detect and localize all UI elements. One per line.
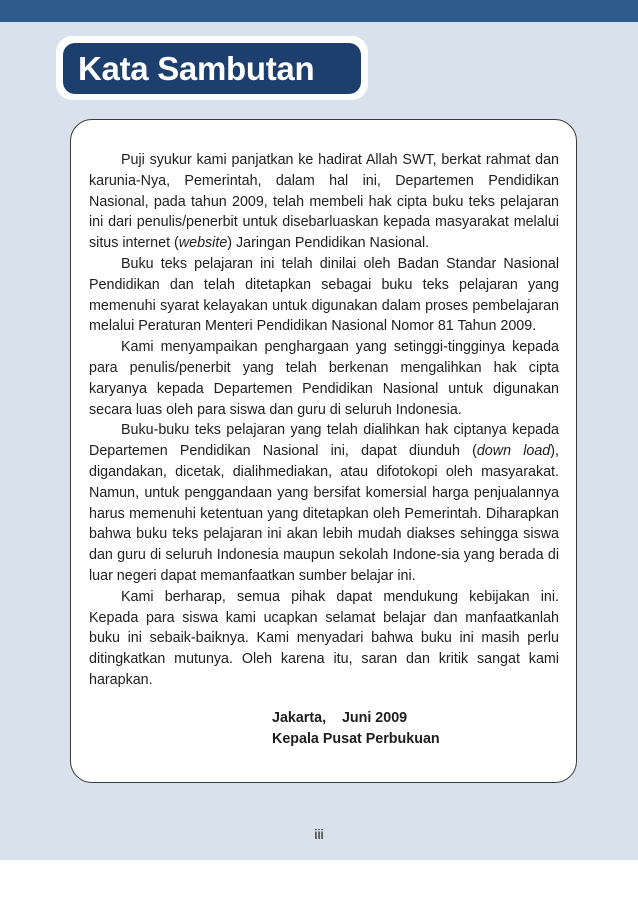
paragraph-4-text-start: Buku-buku teks pelajaran yang telah dialihkan hak ciptanya kepada Departemen Pendidikan Nasional ini, dapat diunduh ( (89, 422, 559, 460)
paragraph-4-text-end: ), digandakan, dicetak, dialihmediakan, atau difotokopi oleh masyarakat. Namun, untuk penggandaan yang bersifat komersial harga penjualannya harus memenuhi ketentuan yang ditetapkan oleh Pemerintah. Diharapkan bahwa buku teks pelajaran ini akan lebih mudah diakses sehingga siswa dan guru di seluruh Indonesia maupun sekolah Indone-sia yang berada di luar negeri dapat memanfaatkan sumber belajar ini. (89, 443, 559, 584)
paragraph-4 (89, 420, 559, 586)
title-box (63, 43, 361, 94)
page-title: Kata Sambutan (78, 49, 315, 87)
signature-block (272, 708, 440, 750)
foreword-box (70, 119, 577, 783)
paragraph-2: Buku teks pelajaran ini telah dinilai oleh Badan Standar Nasional Pendidikan dan telah ditetapkan sebagai buku teks pelajaran yang memenuhi syarat kelayakan untuk digunakan dalam proses pembelajaran melalui Peraturan Menteri Pendidikan Nasional Nomor 81 Tahun 2009. (89, 255, 559, 335)
header-band (0, 0, 638, 22)
paragraph-3: Kami menyampaikan penghargaan yang setinggi-tingginya kepada para penulis/penerbit yang telah berkenan mengalihkan hak cipta karyanya kepada Departemen Pendidikan Nasional untuk digunakan secara luas oleh para siswa dan guru di seluruh Indonesia. (89, 339, 559, 418)
paragraph-1-italic-term: website (178, 235, 228, 252)
paragraph-5: Kami berharap, semua pihak dapat mendukung kebijakan ini. Kepada para siswa kami ucapkan selamat belajar dan manfaatkanlah buku ini sebaik-baiknya. Kami menyadari bahwa buku ini masih perlu ditingkatkan mutunya. Oleh karena itu, saran dan kritik sangat kami harapkan. (89, 588, 559, 688)
paragraph-4-italic-term: down load (476, 443, 551, 460)
bottom-margin (0, 860, 638, 907)
signature-place-date: Jakarta, Juni 2009 (272, 710, 408, 726)
paragraph-1-text-end: ) Jaringan Pendidikan Nasional. (227, 235, 430, 252)
page-number: iii (314, 826, 324, 842)
signature-office: Kepala Pusat Perbukuan (272, 731, 440, 747)
paragraph-1-text-start: Puji syukur kami panjatkan ke hadirat Allah SWT, berkat rahmat dan karunia-Nya, Pemerintah, dalam hal ini, Departemen Pendidikan Nasional, pada tahun 2009, telah membeli hak cipta buku teks pelajaran ini dari penulis/penerbit untuk disebarluaskan kepada masyarakat melalui situs internet ( (89, 152, 559, 252)
paragraph-1 (89, 150, 559, 254)
